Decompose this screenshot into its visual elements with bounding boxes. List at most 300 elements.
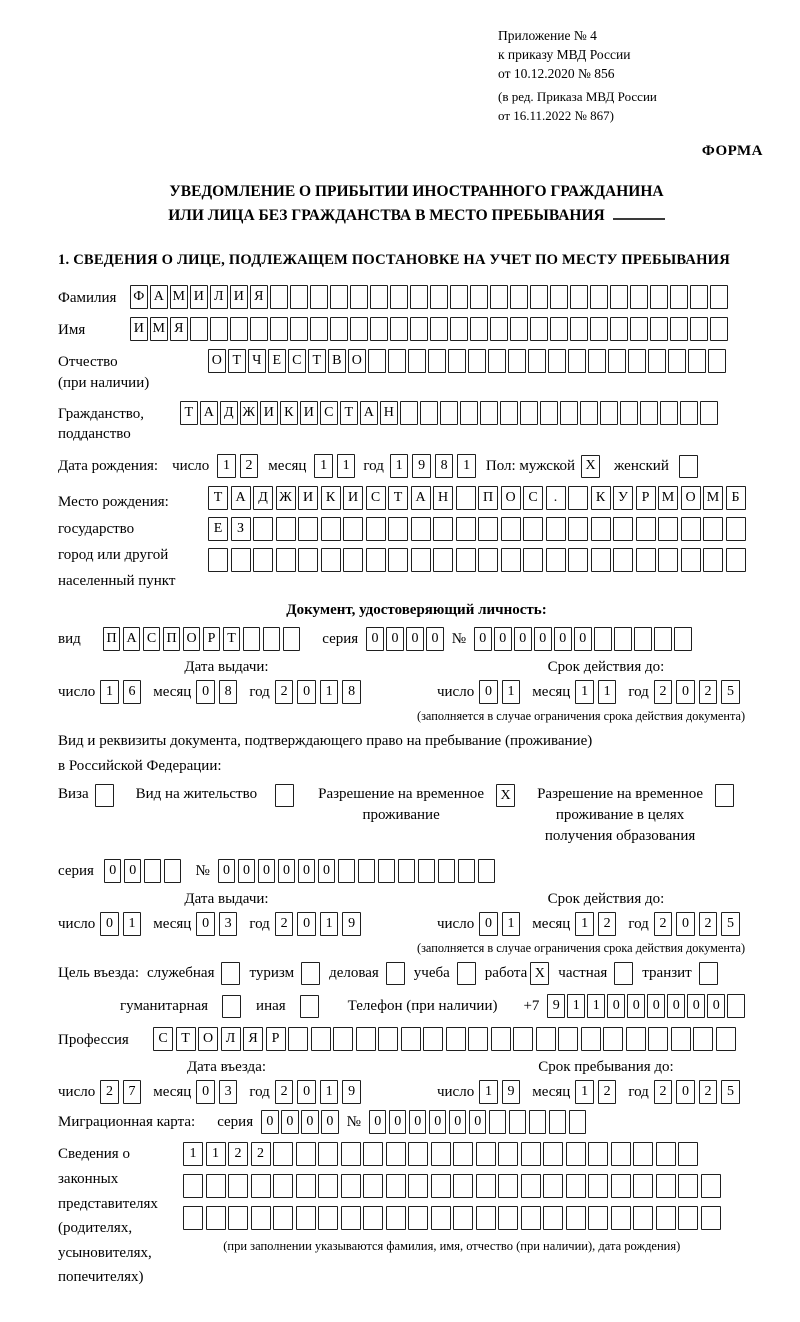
representatives-cell[interactable] [386,1174,406,1198]
birthplace-cell[interactable]: Е [208,517,228,541]
profession-cell[interactable] [423,1027,443,1051]
citizenship-cell[interactable]: Н [380,401,398,425]
identity-issue-year-cell[interactable]: 1 [320,680,339,704]
profession-cell[interactable]: Л [221,1027,241,1051]
entry-day-cell[interactable]: 7 [123,1080,142,1104]
representatives-cell[interactable] [386,1206,406,1230]
birthplace-cell[interactable] [456,486,476,510]
representatives-cell[interactable] [588,1174,608,1198]
representatives-cell[interactable] [453,1206,473,1230]
representatives-cell[interactable] [296,1174,316,1198]
representatives-cell[interactable] [228,1174,248,1198]
entry-year-cell[interactable]: 9 [342,1080,361,1104]
birthplace-cell[interactable] [298,517,318,541]
identity-kind-cell[interactable]: А [123,627,141,651]
migration-number-cell[interactable]: 0 [389,1110,407,1134]
representatives-cell[interactable] [566,1174,586,1198]
identity-number-cell[interactable] [594,627,612,651]
patronymic-cell[interactable] [588,349,606,373]
birthplace-cell[interactable] [613,548,633,572]
representatives-cell[interactable] [521,1206,541,1230]
representatives-cell[interactable] [363,1206,383,1230]
identity-number-cell[interactable]: 0 [474,627,492,651]
birthplace-cell[interactable] [568,517,588,541]
birthplace-cell[interactable]: Д [253,486,273,510]
birthplace-cell[interactable] [591,548,611,572]
birthplace-cell[interactable]: М [703,486,723,510]
female-checkbox[interactable] [679,455,698,478]
citizenship-cell[interactable] [480,401,498,425]
birthplace-cell[interactable]: Н [433,486,453,510]
identity-issue-day-cell[interactable]: 1 [100,680,119,704]
phone-digit-cell[interactable]: 0 [647,994,665,1018]
phone-digit-cell[interactable]: 0 [707,994,725,1018]
birthplace-cell[interactable]: И [298,486,318,510]
identity-issue-year-cell[interactable]: 2 [275,680,294,704]
birthplace-cell[interactable]: Р [636,486,656,510]
patronymic-cell[interactable] [708,349,726,373]
stay-day-cell[interactable]: 9 [502,1080,521,1104]
surname-cell[interactable]: М [170,285,188,309]
identity-number-cell[interactable]: 0 [514,627,532,651]
birthplace-cell[interactable] [276,517,296,541]
name-cell[interactable] [250,317,268,341]
representatives-cell[interactable] [656,1206,676,1230]
representatives-cell[interactable] [341,1174,361,1198]
citizenship-cell[interactable] [440,401,458,425]
residence-issue-day-cell[interactable]: 0 [100,912,119,936]
profession-cell[interactable] [378,1027,398,1051]
purpose-tourism-checkbox[interactable] [301,962,320,985]
residence-number-cell[interactable]: 0 [238,859,256,883]
identity-issue-month-cell[interactable]: 0 [196,680,215,704]
representatives-cell[interactable] [633,1174,653,1198]
citizenship-cell[interactable] [620,401,638,425]
birthplace-cell[interactable] [433,517,453,541]
name-cell[interactable] [450,317,468,341]
residence-series-cell[interactable]: 0 [124,859,142,883]
birthplace-cell[interactable] [501,517,521,541]
residence-expiry-year-cell[interactable]: 2 [699,912,718,936]
surname-cell[interactable] [270,285,288,309]
citizenship-cell[interactable] [400,401,418,425]
patronymic-cell[interactable]: Т [308,349,326,373]
name-cell[interactable]: Я [170,317,188,341]
representatives-cell[interactable] [566,1206,586,1230]
birthplace-cell[interactable] [366,548,386,572]
stay-year-cell[interactable]: 2 [699,1080,718,1104]
purpose-business-checkbox[interactable] [386,962,405,985]
profession-cell[interactable] [311,1027,331,1051]
name-cell[interactable] [510,317,528,341]
surname-cell[interactable]: И [230,285,248,309]
name-cell[interactable] [650,317,668,341]
patronymic-cell[interactable]: Е [268,349,286,373]
representatives-cell[interactable] [678,1206,698,1230]
name-cell[interactable] [290,317,308,341]
identity-series-cell[interactable]: 0 [406,627,424,651]
citizenship-cell[interactable] [420,401,438,425]
residence-number-cell[interactable] [398,859,416,883]
birthplace-cell[interactable] [568,486,588,510]
profession-cell[interactable] [626,1027,646,1051]
entry-year-cell[interactable]: 1 [320,1080,339,1104]
surname-cell[interactable]: И [190,285,208,309]
birthplace-cell[interactable] [343,548,363,572]
representatives-cell[interactable]: 2 [251,1142,271,1166]
identity-kind-cell[interactable] [283,627,301,651]
identity-kind-cell[interactable] [263,627,281,651]
birth-year-cell[interactable]: 1 [457,454,476,478]
birthplace-cell[interactable] [636,548,656,572]
patronymic-cell[interactable] [608,349,626,373]
profession-cell[interactable] [446,1027,466,1051]
birthplace-cell[interactable] [478,548,498,572]
residence-issue-year-cell[interactable]: 1 [320,912,339,936]
surname-cell[interactable] [610,285,628,309]
representatives-cell[interactable] [341,1206,361,1230]
residence-series-cell[interactable]: 0 [104,859,122,883]
migration-number-cell[interactable] [529,1110,547,1134]
representatives-cell[interactable] [431,1174,451,1198]
name-cell[interactable] [310,317,328,341]
representatives-cell[interactable] [453,1174,473,1198]
profession-cell[interactable]: Т [176,1027,196,1051]
surname-cell[interactable] [470,285,488,309]
birthplace-cell[interactable]: К [591,486,611,510]
representatives-cell[interactable] [318,1206,338,1230]
surname-cell[interactable] [630,285,648,309]
stay-month-cell[interactable]: 1 [575,1080,594,1104]
birthplace-cell[interactable] [433,548,453,572]
identity-expiry-year-cell[interactable]: 2 [654,680,673,704]
patronymic-cell[interactable]: В [328,349,346,373]
citizenship-cell[interactable] [500,401,518,425]
birthplace-cell[interactable] [321,548,341,572]
birthplace-cell[interactable] [523,517,543,541]
identity-issue-year-cell[interactable]: 8 [342,680,361,704]
patronymic-cell[interactable] [648,349,666,373]
birthplace-cell[interactable]: П [478,486,498,510]
representatives-cell[interactable] [678,1174,698,1198]
residence-issue-month-cell[interactable]: 3 [219,912,238,936]
residence-expiry-year-cell[interactable]: 0 [676,912,695,936]
purpose-private-checkbox[interactable] [614,962,633,985]
representatives-cell[interactable] [363,1174,383,1198]
name-cell[interactable] [570,317,588,341]
representatives-cell[interactable] [521,1174,541,1198]
residence-number-cell[interactable]: 0 [298,859,316,883]
purpose-study-checkbox[interactable] [457,962,476,985]
birthplace-cell[interactable] [276,548,296,572]
birthplace-cell[interactable]: Б [726,486,746,510]
name-cell[interactable] [670,317,688,341]
migration-number-cell[interactable]: 0 [369,1110,387,1134]
identity-series-cell[interactable]: 0 [386,627,404,651]
surname-cell[interactable]: Я [250,285,268,309]
citizenship-cell[interactable]: Т [180,401,198,425]
phone-digit-cell[interactable]: 1 [567,994,585,1018]
birthplace-cell[interactable] [703,517,723,541]
residence-number-cell[interactable] [458,859,476,883]
identity-series-cell[interactable]: 0 [426,627,444,651]
surname-cell[interactable] [390,285,408,309]
entry-month-cell[interactable]: 3 [219,1080,238,1104]
residence-issue-year-cell[interactable]: 9 [342,912,361,936]
identity-kind-cell[interactable]: П [103,627,121,651]
profession-cell[interactable] [603,1027,623,1051]
surname-cell[interactable] [310,285,328,309]
migration-number-cell[interactable]: 0 [429,1110,447,1134]
identity-kind-cell[interactable]: С [143,627,161,651]
residence-expiry-year-cell[interactable]: 5 [721,912,740,936]
name-cell[interactable] [710,317,728,341]
identity-kind-cell[interactable]: Т [223,627,241,651]
representatives-cell[interactable] [543,1174,563,1198]
birthplace-cell[interactable] [456,517,476,541]
identity-kind-cell[interactable] [243,627,261,651]
patronymic-cell[interactable] [428,349,446,373]
birthplace-cell[interactable] [568,548,588,572]
name-cell[interactable] [330,317,348,341]
birthplace-cell[interactable]: Т [208,486,228,510]
residence-issue-year-cell[interactable]: 2 [275,912,294,936]
representatives-cell[interactable] [251,1174,271,1198]
identity-series-cell[interactable]: 0 [366,627,384,651]
name-cell[interactable] [210,317,228,341]
residence-expiry-day-cell[interactable]: 0 [479,912,498,936]
patronymic-cell[interactable] [408,349,426,373]
representatives-cell[interactable] [588,1206,608,1230]
birthplace-cell[interactable]: З [231,517,251,541]
surname-cell[interactable]: А [150,285,168,309]
identity-issue-year-cell[interactable]: 0 [297,680,316,704]
birthplace-cell[interactable] [613,517,633,541]
temp-residence-education-checkbox[interactable] [715,784,734,807]
birthplace-cell[interactable]: С [523,486,543,510]
birth-day-cell[interactable]: 1 [217,454,236,478]
birthplace-cell[interactable] [388,548,408,572]
profession-cell[interactable]: С [153,1027,173,1051]
identity-expiry-day-cell[interactable]: 1 [502,680,521,704]
profession-cell[interactable] [693,1027,713,1051]
birthplace-cell[interactable]: Т [388,486,408,510]
profession-cell[interactable]: О [198,1027,218,1051]
residence-number-cell[interactable] [418,859,436,883]
representatives-cell[interactable] [656,1174,676,1198]
birthplace-cell[interactable]: С [366,486,386,510]
citizenship-cell[interactable] [640,401,658,425]
phone-digit-cell[interactable] [727,994,745,1018]
birthplace-cell[interactable]: О [681,486,701,510]
birthplace-cell[interactable] [546,517,566,541]
representatives-cell[interactable] [408,1174,428,1198]
birth-year-cell[interactable]: 8 [435,454,454,478]
patronymic-cell[interactable] [448,349,466,373]
stay-month-cell[interactable]: 2 [598,1080,617,1104]
identity-number-cell[interactable] [634,627,652,651]
stay-year-cell[interactable]: 0 [676,1080,695,1104]
surname-cell[interactable] [670,285,688,309]
entry-day-cell[interactable]: 2 [100,1080,119,1104]
residence-expiry-month-cell[interactable]: 2 [598,912,617,936]
citizenship-cell[interactable] [680,401,698,425]
residence-number-cell[interactable]: 0 [258,859,276,883]
representatives-cell[interactable] [408,1206,428,1230]
birthplace-cell[interactable]: К [321,486,341,510]
surname-cell[interactable] [430,285,448,309]
surname-cell[interactable] [370,285,388,309]
migration-series-cell[interactable]: 0 [261,1110,279,1134]
birth-month-cell[interactable]: 1 [314,454,333,478]
identity-number-cell[interactable]: 0 [494,627,512,651]
profession-cell[interactable] [401,1027,421,1051]
surname-cell[interactable] [530,285,548,309]
representatives-cell[interactable]: 1 [206,1142,226,1166]
surname-cell[interactable] [450,285,468,309]
citizenship-cell[interactable] [460,401,478,425]
birthplace-cell[interactable] [501,548,521,572]
identity-number-cell[interactable] [674,627,692,651]
representatives-cell[interactable] [543,1206,563,1230]
birthplace-cell[interactable] [726,517,746,541]
residence-expiry-month-cell[interactable]: 1 [575,912,594,936]
name-cell[interactable] [190,317,208,341]
birthplace-cell[interactable] [253,548,273,572]
migration-number-cell[interactable] [489,1110,507,1134]
residence-issue-month-cell[interactable]: 0 [196,912,215,936]
birthplace-cell[interactable] [411,517,431,541]
surname-cell[interactable] [350,285,368,309]
representatives-cell[interactable] [476,1206,496,1230]
representatives-cell[interactable] [701,1174,721,1198]
birthplace-cell[interactable]: У [613,486,633,510]
name-cell[interactable] [610,317,628,341]
birthplace-cell[interactable] [546,548,566,572]
identity-number-cell[interactable] [654,627,672,651]
citizenship-cell[interactable]: С [320,401,338,425]
visa-checkbox[interactable] [95,784,114,807]
patronymic-cell[interactable] [548,349,566,373]
representatives-cell[interactable] [228,1206,248,1230]
name-cell[interactable] [630,317,648,341]
birthplace-cell[interactable] [366,517,386,541]
identity-expiry-year-cell[interactable]: 5 [721,680,740,704]
purpose-humanitarian-checkbox[interactable] [222,995,241,1018]
profession-cell[interactable] [288,1027,308,1051]
residence-number-cell[interactable] [338,859,356,883]
citizenship-cell[interactable] [560,401,578,425]
patronymic-cell[interactable] [488,349,506,373]
birthplace-cell[interactable] [208,548,228,572]
patronymic-cell[interactable]: С [288,349,306,373]
birthplace-cell[interactable]: . [546,486,566,510]
birthplace-cell[interactable]: О [501,486,521,510]
profession-cell[interactable] [648,1027,668,1051]
birthplace-cell[interactable]: И [343,486,363,510]
residence-number-cell[interactable] [358,859,376,883]
identity-kind-cell[interactable]: П [163,627,181,651]
surname-cell[interactable]: Ф [130,285,148,309]
residence-number-cell[interactable]: 0 [318,859,336,883]
birthplace-cell[interactable]: М [658,486,678,510]
citizenship-cell[interactable]: Ж [240,401,258,425]
profession-cell[interactable]: Р [266,1027,286,1051]
phone-digit-cell[interactable]: 0 [627,994,645,1018]
identity-kind-cell[interactable]: О [183,627,201,651]
name-cell[interactable] [370,317,388,341]
citizenship-cell[interactable]: Т [340,401,358,425]
birthplace-cell[interactable] [681,517,701,541]
residence-number-cell[interactable] [478,859,496,883]
residence-number-cell[interactable] [438,859,456,883]
birthplace-cell[interactable] [343,517,363,541]
birthplace-cell[interactable]: Ж [276,486,296,510]
patronymic-cell[interactable]: О [348,349,366,373]
name-cell[interactable] [270,317,288,341]
birth-year-cell[interactable]: 9 [412,454,431,478]
migration-number-cell[interactable]: 0 [449,1110,467,1134]
profession-cell[interactable] [581,1027,601,1051]
profession-cell[interactable] [333,1027,353,1051]
entry-year-cell[interactable]: 0 [297,1080,316,1104]
name-cell[interactable] [230,317,248,341]
residence-issue-year-cell[interactable]: 0 [297,912,316,936]
stay-year-cell[interactable]: 2 [654,1080,673,1104]
identity-expiry-month-cell[interactable]: 1 [575,680,594,704]
representatives-cell[interactable] [273,1174,293,1198]
representatives-cell[interactable] [431,1206,451,1230]
birthplace-cell[interactable] [411,548,431,572]
name-cell[interactable] [530,317,548,341]
patronymic-cell[interactable] [528,349,546,373]
representatives-cell[interactable] [476,1174,496,1198]
birthplace-cell[interactable] [681,548,701,572]
identity-expiry-year-cell[interactable]: 0 [676,680,695,704]
representatives-cell[interactable] [701,1206,721,1230]
surname-cell[interactable] [490,285,508,309]
representatives-cell[interactable] [183,1206,203,1230]
patronymic-cell[interactable]: Ч [248,349,266,373]
birthplace-cell[interactable] [726,548,746,572]
name-cell[interactable] [350,317,368,341]
residence-number-cell[interactable] [378,859,396,883]
patronymic-cell[interactable] [508,349,526,373]
residence-number-cell[interactable]: 0 [218,859,236,883]
migration-number-cell[interactable] [509,1110,527,1134]
residence-series-cell[interactable] [164,859,182,883]
profession-cell[interactable] [491,1027,511,1051]
birthplace-cell[interactable] [456,548,476,572]
identity-number-cell[interactable]: 0 [574,627,592,651]
temp-residence-checkbox[interactable]: X [496,784,515,807]
surname-cell[interactable]: Л [210,285,228,309]
profession-cell[interactable] [536,1027,556,1051]
citizenship-cell[interactable] [700,401,718,425]
migration-series-cell[interactable]: 0 [321,1110,339,1134]
birthplace-cell[interactable]: А [411,486,431,510]
profession-cell[interactable] [356,1027,376,1051]
phone-digit-cell[interactable]: 9 [547,994,565,1018]
surname-cell[interactable] [550,285,568,309]
residence-issue-day-cell[interactable]: 1 [123,912,142,936]
citizenship-cell[interactable]: К [280,401,298,425]
representatives-cell[interactable]: 1 [183,1142,203,1166]
migration-number-cell[interactable] [569,1110,587,1134]
birth-month-cell[interactable]: 1 [337,454,356,478]
citizenship-cell[interactable]: И [260,401,278,425]
patronymic-cell[interactable] [468,349,486,373]
